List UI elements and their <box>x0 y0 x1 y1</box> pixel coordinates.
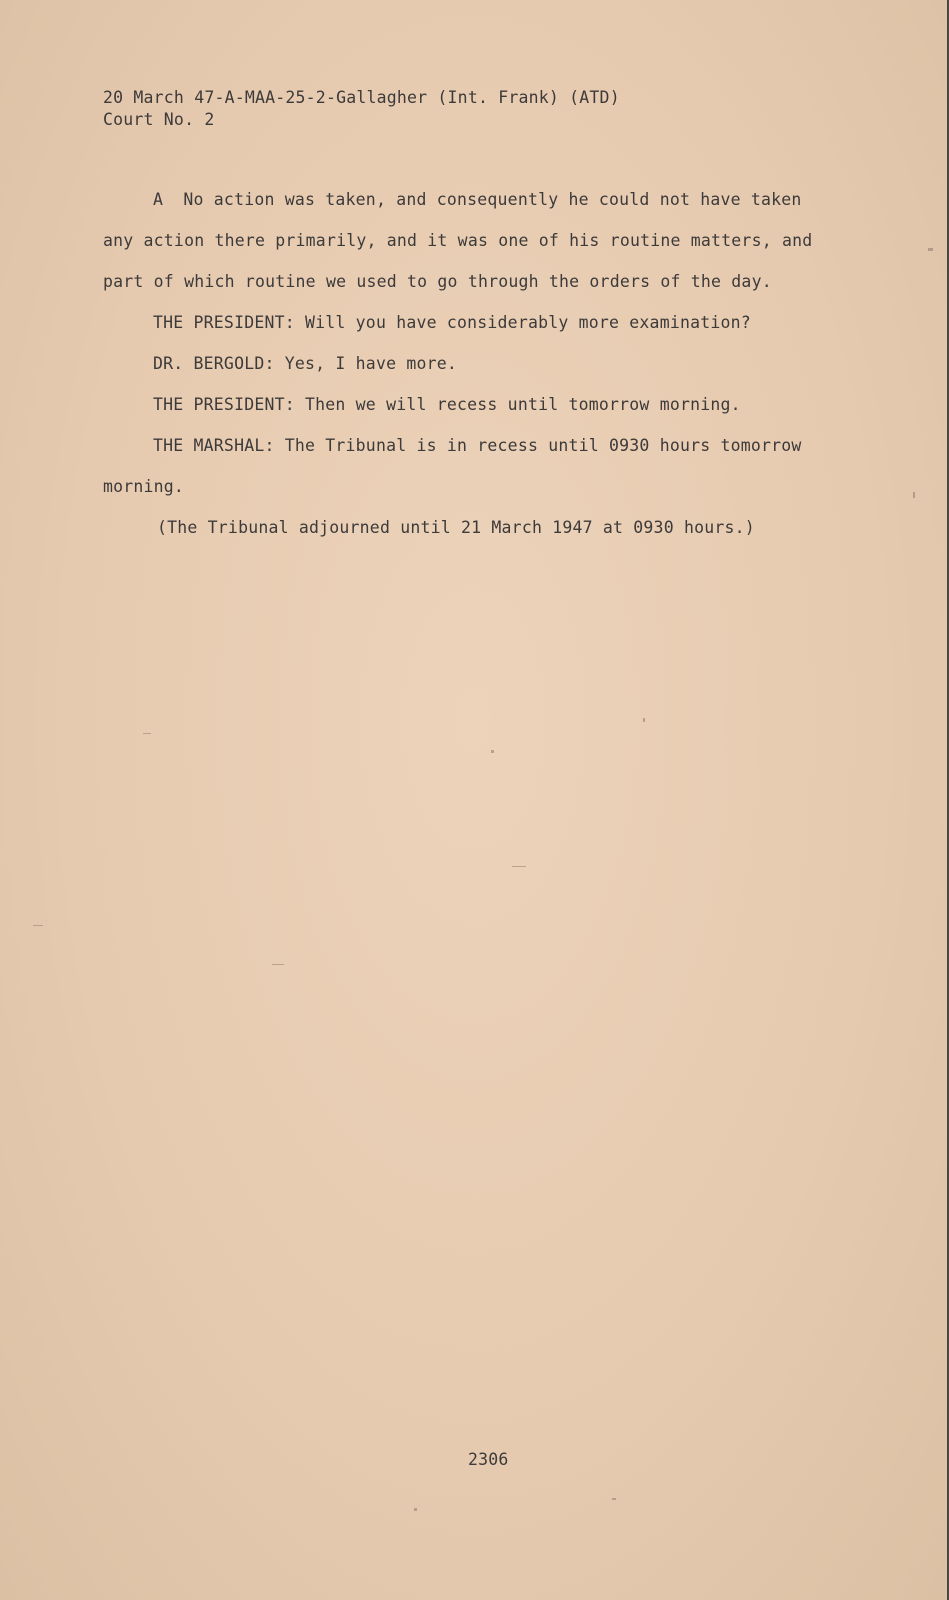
answer-line-3: part of which routine we used to go through the orders of the day. <box>103 272 772 291</box>
page-number: 2306 <box>468 1450 509 1469</box>
answer-line-2: any action there primarily, and it was one of his routine matters, and <box>103 231 813 250</box>
header-court-line: Court No. 2 <box>103 110 215 129</box>
paper-speck <box>612 1498 616 1500</box>
bergold-reply: DR. BERGOLD: Yes, I have more. <box>153 354 458 373</box>
paper-fiber <box>512 866 526 867</box>
marshal-line-2: morning. <box>103 477 185 496</box>
paper-speck <box>491 750 494 753</box>
paper-speck <box>928 248 933 251</box>
answer-line-1: A No action was taken, and consequently he could not have taken <box>153 190 802 209</box>
marshal-line-1: THE MARSHAL: The Tribunal is in recess until 0930 hours tomorrow <box>153 436 802 455</box>
president-question: THE PRESIDENT: Will you have considerably more examination? <box>153 313 751 332</box>
header-session-line: 20 March 47-A-MAA-25-2-Gallagher (Int. Frank) (ATD) <box>103 88 620 107</box>
adjournment-note: (The Tribunal adjourned until 21 March 1947 at 0930 hours.) <box>157 518 755 537</box>
paper-fiber <box>272 964 284 965</box>
president-recess: THE PRESIDENT: Then we will recess until tomorrow morning. <box>153 395 741 414</box>
paper-fiber <box>33 925 43 926</box>
paper-speck <box>643 718 645 722</box>
paper-speck <box>414 1508 417 1511</box>
paper-speck <box>913 492 915 498</box>
paper-fiber <box>143 733 151 734</box>
